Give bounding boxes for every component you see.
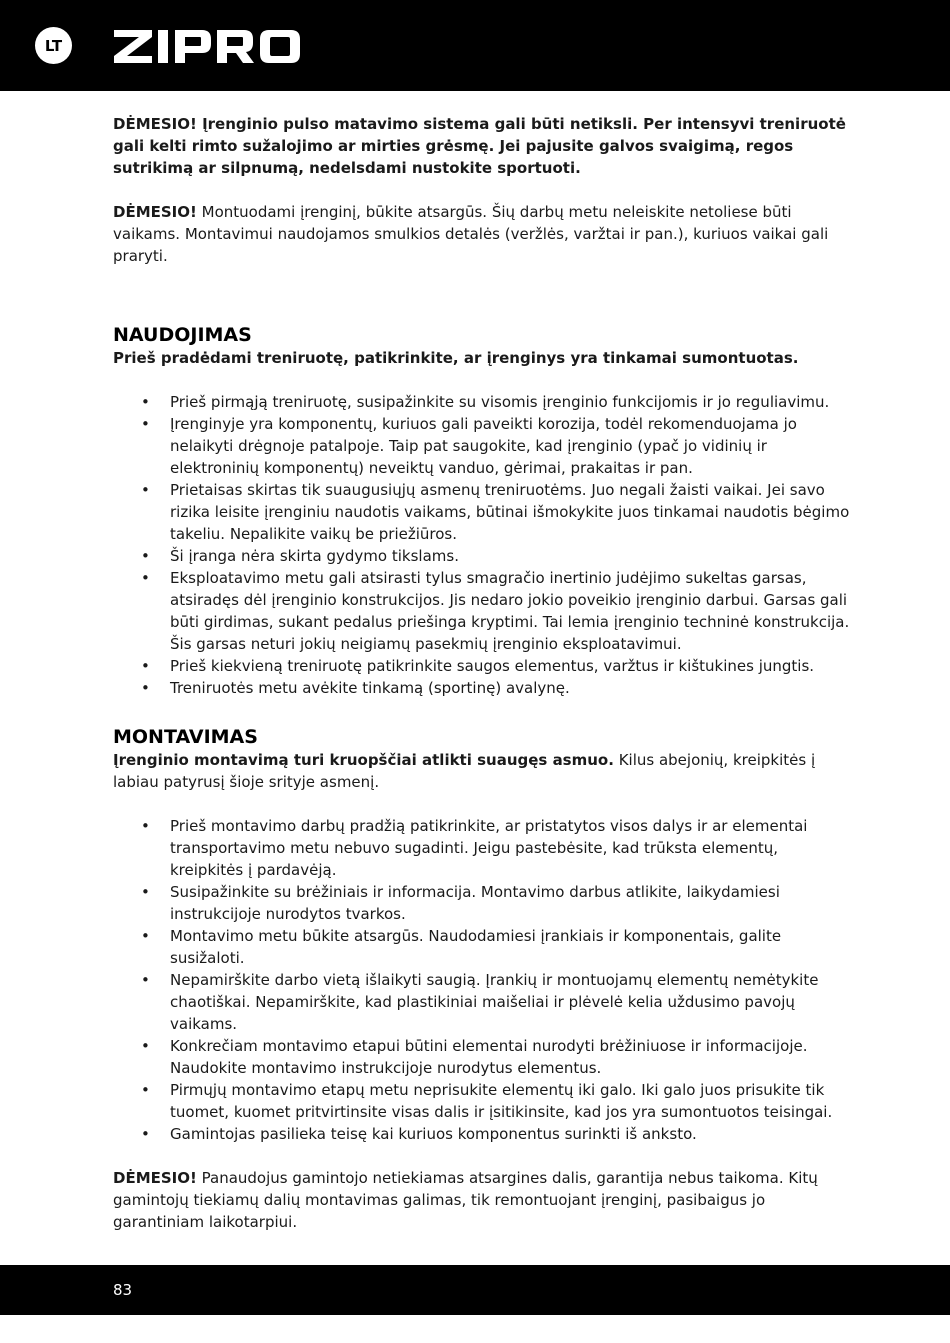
- zipro-logo: [112, 24, 302, 68]
- list-item: • Įrenginyje yra komponentų, kuriuos gali paveikti korozija, todėl rekomenduojama jo nelaikyti drėgnoje patalpoje. Taip pat saugokite, kad įrenginio (ypač jo vidinių ir elektroninių komponentų) neveiktų vanduo, gėrimai, prakaitas ir pan.: [141, 415, 797, 477]
- list-item: • Susipažinkite su brėžiniais ir informacija. Montavimo darbus atlikite, laikydamiesi instrukcijoje nurodytos tvarkos.: [141, 883, 780, 923]
- bullet: •: [141, 883, 150, 901]
- bullet: •: [141, 679, 150, 697]
- list-item: • Konkrečiam montavimo etapui būtini elementai nurodyti brėžiniuose ir informacijoje. Naudokite montavimo instrukcijoje nurodytus elementus.: [141, 1037, 808, 1077]
- warning-pulse: DĖMESIO! Įrenginio pulso matavimo sistema gali būti netiksli. Per intensyvi treniruotė gali kelti rimto sužalojimo ar mirties grėsmę. Jei pajusite galvos svaigimą, regos sutrikimą ar silpnumą, nedelsdami nustokite sportuoti.: [113, 115, 846, 177]
- bullet: •: [141, 1037, 150, 1055]
- bullet: •: [141, 393, 150, 411]
- final-warning: [113, 1167, 853, 1233]
- warning-text: Montuodami įrenginį, būkite atsargūs. Šių darbų metu neleiskite netoliese būti vaikams. Montavimui naudojamos smulkios detalės (veržlės, varžtai ir pan.), kuriuos vaikai gali praryti.: [113, 203, 829, 265]
- usage-subtitle: Prieš pradėdami treniruotę, patikrinkite, ar įrenginys yra tinkamai sumontuotas.: [113, 349, 799, 367]
- usage-heading: NAUDOJIMAS: [113, 324, 252, 346]
- list-item: • Eksploatavimo metu gali atsirasti tylus smagračio inertinio judėjimo sukeltas garsas, atsiradęs dėl įrenginio konstrukcijos. Jis nedaro jokio poveikio įrenginio darbui. Garsas gali būti girdimas, sukant pedalus priešinga kryptimi. Tai lemia įrenginio techninė konstrukcija. Šis garsas neturi jokių neigiamų pasekmių įrenginio eksploatavimui.: [141, 569, 850, 653]
- list-item: • Prieš kiekvieną treniruotę patikrinkite saugos elementus, varžtus ir kištukines jungtis.: [141, 657, 815, 675]
- bullet: •: [141, 547, 150, 565]
- page-number: 83: [113, 1281, 133, 1299]
- language-badge: LT: [35, 27, 72, 64]
- warning-text: Panaudojus gamintojo netiekiamas atsargines dalis, garantija nebus taikoma. Kitų gamintojų tiekiamų dalių montavimas galimas, tik remontuojant įrenginį, pasibaigus jo garantiniam laikotarpiui.: [113, 1169, 818, 1231]
- warning-label: DĖMESIO!: [113, 1169, 197, 1187]
- assembly-list: [113, 815, 853, 1145]
- list-item: • Treniruotės metu avėkite tinkamą (sportinę) avalynę.: [141, 679, 570, 697]
- list-item: • Prieš montavimo darbų pradžią patikrinkite, ar pristatytos visos dalys ir ar elementai transportavimo metu nebuvo sugadinti. Jeigu pastebėsite, kad trūksta elementų, kreipkitės į pardavėją.: [141, 817, 808, 879]
- bullet: •: [141, 415, 150, 433]
- list-item: • Montavimo metu būkite atsargūs. Naudodamiesi įrankiais ir komponentais, galite susižaloti.: [141, 927, 782, 967]
- bullet: •: [141, 657, 150, 675]
- list-item: • Nepamirškite darbo vietą išlaikyti saugią. Įrankių ir montuojamų elementų nemėtykite chaotiškai. Nepamirškite, kad plastikiniai maišeliai ir plėvelė kelia uždusimo pavojų vaikams.: [141, 971, 819, 1033]
- warning-label: DĖMESIO!: [113, 203, 197, 221]
- bullet: •: [141, 569, 150, 587]
- list-item: • Prieš pirmąją treniruotę, susipažinkite su visomis įrenginio funkcijomis ir jo reguliavimu.: [141, 393, 830, 411]
- list-item: • Pirmųjų montavimo etapų metu neprisukite elementų iki galo. Iki galo juos prisukite tik tuomet, kuomet pritvirtinsite visas dalis ir įsitikinsite, kad jos yra sumontuotos teisingai.: [141, 1081, 833, 1121]
- usage-list: [113, 391, 853, 699]
- assembly-heading: MONTAVIMAS: [113, 726, 258, 748]
- bullet: •: [141, 1081, 150, 1099]
- list-item: • Ši įranga nėra skirta gydymo tikslams.: [141, 547, 459, 565]
- page-header: [0, 0, 950, 91]
- bullet: •: [141, 1125, 150, 1143]
- list-item: • Prietaisas skirtas tik suaugusiųjų asmenų treniruotėms. Juo negali žaisti vaikai. Jei savo rizika leisite įrenginiu naudotis vaikams, būtinai išmokykite juos tinkamai naudotis bėgimo takeliu. Nepalikite vaikų be priežiūros.: [141, 481, 850, 543]
- bullet: •: [141, 817, 150, 835]
- list-item: • Gamintojas pasilieka teisę kai kuriuos komponentus surinkti iš anksto.: [141, 1125, 697, 1143]
- bullet: •: [141, 481, 150, 499]
- bullet: •: [141, 927, 150, 945]
- page-footer: [0, 1265, 950, 1315]
- document-body: [113, 113, 853, 1233]
- assembly-intro: Įrenginio montavimą turi kruopščiai atlikti suaugęs asmuo. Kilus abejonių, kreipkitės į labiau patyrusį šioje srityje asmenį.: [113, 751, 816, 791]
- warning-assembly: [113, 201, 853, 267]
- bullet: •: [141, 971, 150, 989]
